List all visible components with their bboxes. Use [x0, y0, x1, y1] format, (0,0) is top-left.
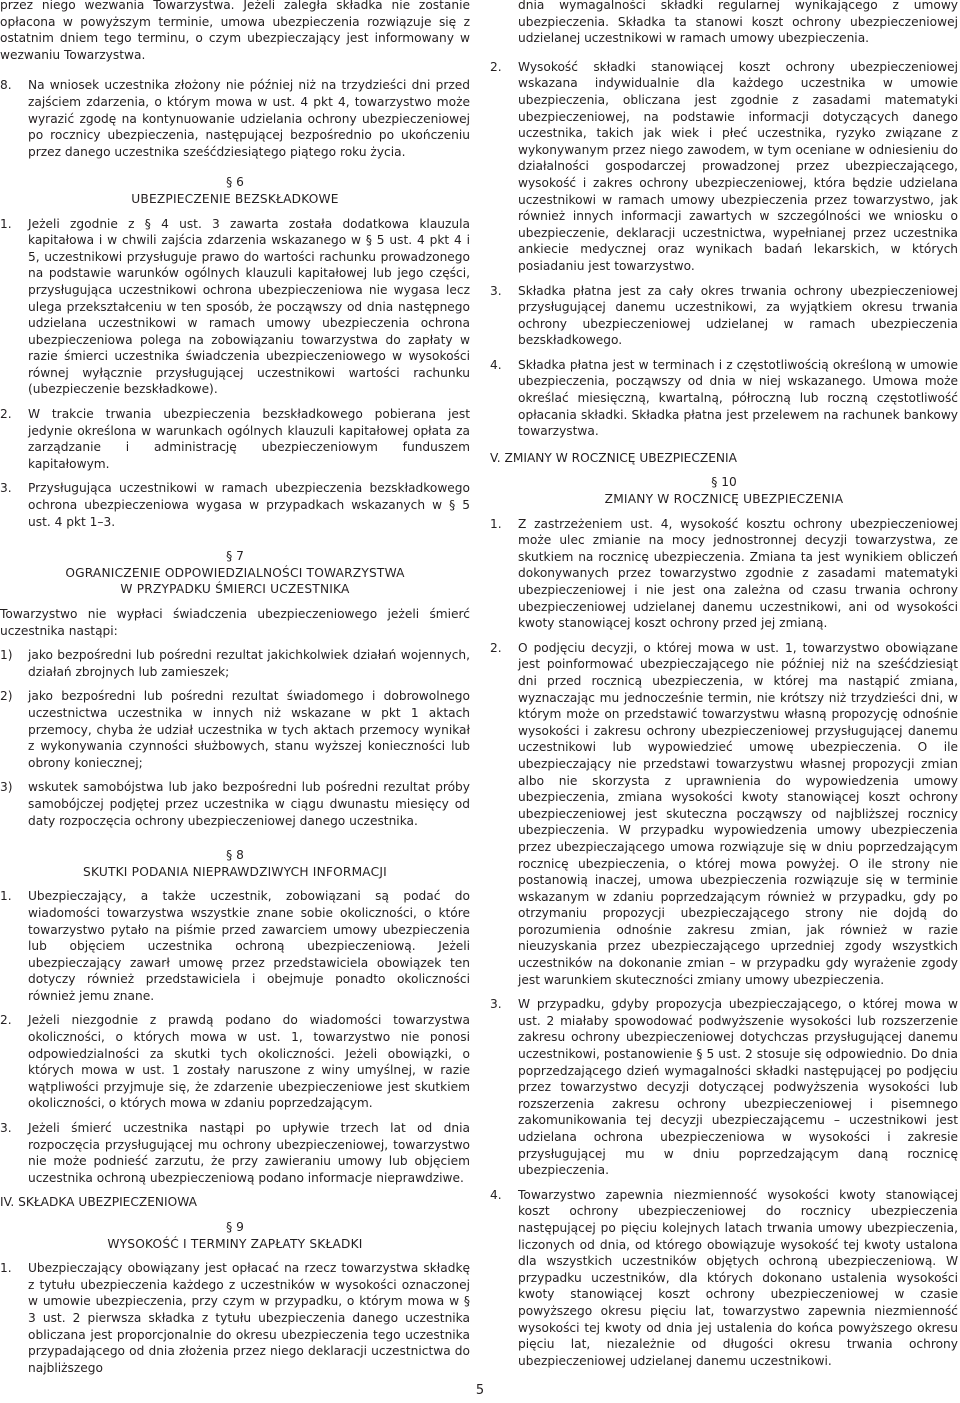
section-7-title-line-1: OGRANICZENIE ODPOWIEDZIALNOŚCI TOWARZYSTWA: [65, 565, 405, 580]
item-text: Wysokość składki stanowiącej koszt ochrony ubezpieczeniowej wskazana indywidualnie dla każdego uczestnika w umowie ubezpieczenia, obliczana jest zgodnie z zasadami matematyki ubezpieczeniowej, na podstawie informacji dotyczących danego uczestnika, takich jak wiek i płeć uczestnika, ryzyko związane z wykonywanym przez niego zawodem, w tym oceniane w odniesieniu do działalności gospodarczej prowadzonej przez ubezpieczającego, wysokość i zakres ochrony ubezpieczeniowej, która będzie udzielana uczestnikowi w ramach umowy ubezpieczenia przez towarzystwo, jak również innych informacji zawartych w szczególności we wniosku o ubezpieczenie, deklaracji uczestnictwa, wypełnianej przez uczestnika ankiecie medycznej oraz wynikach badań lekarskich, w których posiadaniu jest towarzystwo.: [518, 59, 958, 273]
item-text: jako bezpośredni lub pośredni rezultat jakichkolwiek działań wojennych, działań zbrojnych lub zamieszek;: [28, 648, 470, 679]
section-6-number: § 6: [226, 175, 244, 190]
s9-item-2: [490, 59, 958, 275]
item-number: 3.: [0, 481, 12, 496]
left-column: [0, 0, 470, 1376]
item-text: W trakcie trwania ubezpieczenia bezskładkowego pobierana jest jedynie określona w warunkach ogólnych klauzuli kapitałowej opłata za zarządzanie i administrację ubezpieczeniowym funduszem kapitałowym.: [28, 407, 470, 471]
item-text: Ubezpieczający obowiązany jest opłacać na rzecz towarzystwa składkę z tytułu ubezpieczenia każdego z uczestników w wysokości oznaczonej w umowie ubezpieczenia, przy czym w przypadku, o którym mowa w § 3 ust. 2 pierwsza składka z tytułu ubezpieczenia danego uczestnika obliczana jest proporcjonalnie do okresu ubezpieczenia tego uczestnika przypadającego od dnia złożenia przez niego deklaracji uczestnictwa do najbliższego: [28, 1261, 470, 1375]
section-7-title-line-2: W PRZYPADKU ŚMIERCI UCZESTNIKA: [120, 582, 350, 597]
item-text: Towarzystwo zapewnia niezmienność wysokości kwoty stanowiącej koszt ochrony ubezpieczeniowej do rocznicy ubezpieczenia następującej po pięciu kolejnych latach trwania umowy ubezpieczenia, liczonych od dnia, od którego obowiązuje wysokość tej kwoty ustalona dla wszystkich uczestników objętych ochroną ubezpieczeniową. W przypadku uczestników, dla których dokonano ustalenia wysokości kwoty stanowiącej koszt ochrony ubezpieczeniowej w czasie powyższego okresu pięciu lat, towarzystwo zapewnia niezmienność wysokości tej kwoty od dnia jej ustalenia do końca powyższego okresu pięciu lat, niezależnie od długości okresu trwania ochrony ubezpieczeniowej udzielanej danemu uczestnikowi.: [518, 1187, 958, 1368]
item-number: 2.: [0, 1013, 12, 1028]
item-number: 3.: [0, 1121, 12, 1136]
item-text: Z zastrzeżeniem ust. 4, wysokość kosztu ochrony ubezpieczeniowej może ulec zmianie na mocy jednostronnej decyzji towarzystwa, ze skutkiem na rocznicę ubezpieczenia. Zmiana ta jest wynikiem obliczeń dokonywanych przez towarzystwo zgodnie z zasadami matematyki ubezpieczeniowej i nie jest ona zależna od czasu trwania ochrony ubezpieczeniowej udzielanej danemu uczestnikowi, ani od wysokości kwoty stanowiącej koszt ochrony przed jej zmianą.: [518, 516, 958, 631]
s8-item-2: [0, 1012, 470, 1112]
s10-item-4: [490, 1187, 958, 1370]
item-number: 1): [0, 648, 13, 663]
item-text: Składka płatna jest za cały okres trwania ochrony ubezpieczeniowej przysługującej danemu uczestnikowi, za wyjątkiem okresu trwania ochrony ubezpieczeniowej udzielanej w ramach ubezpieczenia bezskładkowego.: [518, 283, 958, 348]
item-number: 3.: [490, 283, 502, 298]
item-text: Jeżeli niezgodnie z prawdą podano do wiadomości towarzystwa okoliczności, o których mowa w ust. 1, towarzystwo nie ponosi odpowiedzialności za skutki tych okoliczności. Jeżeli obowiązki, o których mowa w ust. 1 zostały naruszone z winy umyślnej, w razie wątpliwości przyjmuje się, że zdarzenie ubezpieczeniowe jest skutkiem okoliczności, o których mowa w zdaniu poprzedzającym.: [28, 1013, 470, 1111]
s6-item-3: [0, 480, 470, 530]
item-number: 1.: [490, 516, 502, 531]
section-10-title: ZMIANY W ROCZNICĘ UBEZPIECZENIA: [604, 492, 844, 507]
s9-item-3: [490, 283, 958, 349]
item-text: Jeżeli zgodnie z § 4 ust. 3 zawarta została dodatkowa klauzula kapitałowa i w chwili zajścia zdarzenia wskazanego w § 5 ust. 4 pkt 4 i 5, uczestnikowi przysługuje prawo do wartości rachunku prowadzonego na podstawie warunków ogólnych klauzuli kapitałowej lub jego części, przysługująca uczestnikowi ochrona ubezpieczeniowa nie wygasa lecz ulega przekształceniu w ten sposób, że począwszy od dnia następnego udzielana uczestnikowi w ramach umowy ubezpieczenia ochrona ubezpieczeniowa polega na zobowiązaniu towarzystwa do zapłaty w razie śmierci uczestnika świadczenia ubezpieczeniowego w wysokości równej wyłącznie przysługującej uczestnikowi wartości rachunku (ubezpieczenie bezskładkowe).: [28, 216, 470, 397]
item-text: jako bezpośredni lub pośredni rezultat świadomego i dobrowolnego uczestnictwa uczestnika w innych niż wskazane w pkt 1 aktach przemocy, chyba że udział uczestnika w tych aktach przemocy wynikał z wykonywania czynności służbowych, stanu wyższej konieczności lub obrony koniecznej;: [28, 689, 470, 770]
item-number: 3.: [490, 997, 502, 1012]
item-number: 2.: [490, 59, 502, 74]
section-7-intro: Towarzystwo nie wypłaci świadczenia ubezpieczeniowego jeżeli śmierć uczestnika nastąpi:: [0, 607, 470, 638]
s6-item-2: [0, 406, 470, 472]
s8-item-3: [0, 1120, 470, 1186]
right-column: [490, 0, 958, 1369]
s9-item-1-continued: [490, 0, 958, 47]
item-text: Przysługująca uczestnikowi w ramach ubezpieczenia bezskładkowego ochrona ubezpieczeniowa wygasa w przypadkach wskazanych w § 5 ust. 4 pkt 1–3.: [28, 481, 470, 529]
item-text: Na wniosek uczestnika złożony nie później niż na trzydzieści dni przed zajściem zdarzenia, o którym mowa w ust. 4 pkt 4, towarzystwo może wyrazić zgodę na kontynuowanie udzielania ochrony ubezpieczeniowej po rocznicy ubezpieczenia, następującej bezpośrednio po ukończeniu przez danego uczestnika sześćdziesiątego piątego roku życia.: [28, 78, 470, 159]
item-number: 3): [0, 780, 13, 795]
item-number: 2): [0, 689, 13, 704]
s7-item-1: [0, 647, 470, 680]
page-number: 5: [475, 1383, 485, 1398]
item-number: 4.: [490, 1187, 502, 1202]
section-8-title: SKUTKI PODANIA NIEPRAWDZIWYCH INFORMACJI: [83, 864, 387, 879]
chapter-4-heading: IV. SKŁADKA UBEZPIECZENIOWA: [0, 1195, 197, 1210]
section-7-number: § 7: [226, 549, 244, 564]
item-text: Ubezpieczający, a także uczestnik, zobowiązani są podać do wiadomości towarzystwa wszystkie znane sobie okoliczności, o które towarzystwo pytało na piśmie przed zawarciem umowy ubezpieczenia lub objęciem uczestnika ochroną ubezpieczeniową. Jeżeli ubezpieczający zawarł umowę przez przedstawiciela obowiązek ten dotyczy również przedstawiciela i obejmuje ponadto okoliczności również jemu znane.: [28, 889, 470, 1003]
item-number: 1.: [0, 889, 12, 904]
s10-item-1: [490, 516, 958, 632]
chapter-5-heading: V. ZMIANY W ROCZNICĘ UBEZPIECZENIA: [490, 450, 737, 465]
item-number: 1.: [0, 1261, 12, 1276]
item-text: dnia wymagalności składki regularnej wynikającego z umowy ubezpieczenia. Składka ta stanowi koszt ochrony ubezpieczeniowej udzielanej uczestnikowi w ramach umowy ubezpieczenia.: [518, 0, 958, 46]
item-number: 4.: [490, 357, 502, 372]
item-text: W przypadku, gdyby propozycja ubezpieczającego, o której mowa w ust. 2 miałaby spowodować podwyższenie wysokości lub rozszerzenie zakresu ochrony ubezpieczeniowej dotychczas przysługującej danemu uczestnikowi, postanowienie § 5 ust. 2 stosuje się odpowiednio. Do dnia poprzedzającego dzień wymagalności składki następującej po podjęciu przez towarzystwo decyzji dotyczącej podwyższenia wysokości lub rozszerzenia zakresu ochrony ubezpieczeniowej i pisemnego zakomunikowania tej decyzji ubezpieczającemu – uczestnikowi jest udzielana ochrona ubezpieczeniowa w wysokości i zakresie przysługującej mu w dniu poprzedzającym daną rocznicę ubezpieczenia.: [518, 997, 958, 1178]
item-number-spacer: [490, 0, 518, 47]
item-number: 2.: [490, 640, 502, 655]
item-text: O podjęciu decyzji, o której mowa w ust. 1, towarzystwo obowiązane jest poinformować ubezpieczającego nie później niż na sześćdziesiąt dni przed rocznicą ubezpieczenia, w której ma nastąpić zmiana, wyznaczając mu jednocześnie termin, nie krótszy niż trzydzieści dni, w którym może on przedstawić towarzystwu własną propozycję odnośnie wysokości i zakresu ochrony ubezpieczeniowej przysługującej danemu uczestnikowi lub wypowiedzieć umowę ubezpieczenia. O ile ubezpieczający nie przedstawi towarzystwu własnej propozycji zmian albo nie skorzysta z uprawnienia do wypowiedzenia umowy ubezpieczenia, zmiana wysokości kwoty stanowiącej koszt ochrony ubezpieczeniowej jest skuteczna począwszy od najbliższej rocznicy ubezpieczenia. W przypadku wypowiedzenia umowy ubezpieczenia przez ubezpieczającego umowa rozwiązuje się w dniu poprzedzającym rocznicę ubezpieczenia, o której mowa powyżej. O ile strony nie postanowią inaczej, umowa ubezpieczenia rozwiązuje się w terminie wskazanym w zdaniu poprzedzającym również w przypadku, gdy po otrzymaniu propozycji ubezpieczającego strony nie dojdą do porozumienia odnośnie zakresu zmian, jak również w razie nieuzyskania przez ubezpieczającego uprzedniej zgody wszystkich uczestników na dokonanie zmian – w przypadku gdy wyrażenie zgody jest warunkiem skuteczności zmiany umowy ubezpieczenia.: [518, 640, 958, 987]
section-6-title: UBEZPIECZENIE BEZSKŁADKOWE: [131, 191, 339, 206]
section-9-title: WYSOKOŚĆ I TERMINY ZAPŁATY SKŁADKI: [107, 1236, 363, 1251]
item-8: [0, 77, 470, 160]
item-number: 2.: [0, 407, 12, 422]
s10-item-3: [490, 996, 958, 1179]
s7-item-2: [0, 688, 470, 771]
section-9-number: § 9: [226, 1220, 244, 1234]
left-intro-paragraph: przez niego wezwania Towarzystwa. Jeżeli zaległa składka nie zostanie opłacona w powyższym terminie, umowa ubezpieczenia rozwiązuje się z ostatnim dniem tego terminu, o czym ubezpieczający jest informowany w wezwaniu Towarzystwa.: [0, 0, 470, 62]
s9-item-4: [490, 357, 958, 440]
item-text: Jeżeli śmierć uczestnika nastąpi po upływie trzech lat od dnia rozpoczęcia przysługującej mu ochrony ubezpieczeniowej, towarzystwo nie może podnieść zarzutu, że przy zawieraniu umowy lub objęciem uczestnika ochroną ubezpieczeniową podano informacje nieprawdziwe.: [28, 1121, 470, 1185]
item-number: 8.: [0, 78, 12, 93]
item-text: Składka płatna jest w terminach i z częstotliwością określoną w umowie ubezpieczenia, począwszy od dnia w niej wskazanego. Umowa może określać miesięczną, kwartalną, półroczną lub roczną częstotliwość opłacania składki. Składka płatna jest przelewem na rachunek bankowy towarzystwa.: [518, 357, 958, 439]
item-text: wskutek samobójstwa lub jako bezpośredni lub pośredni rezultat próby samobójczej podjętej przez uczestnika w ciągu dwunastu miesięcy od daty rozpoczęcia ochrony ubezpieczeniowej danego uczestnika.: [28, 780, 470, 828]
s6-item-1: [0, 216, 470, 399]
s10-item-2: [490, 640, 958, 988]
item-number: 1.: [0, 216, 12, 231]
section-10-number: § 10: [711, 475, 737, 490]
s8-item-1: [0, 888, 470, 1004]
section-8-number: § 8: [226, 848, 244, 863]
s7-item-3: [0, 779, 470, 829]
s9-item-1: [0, 1260, 470, 1376]
